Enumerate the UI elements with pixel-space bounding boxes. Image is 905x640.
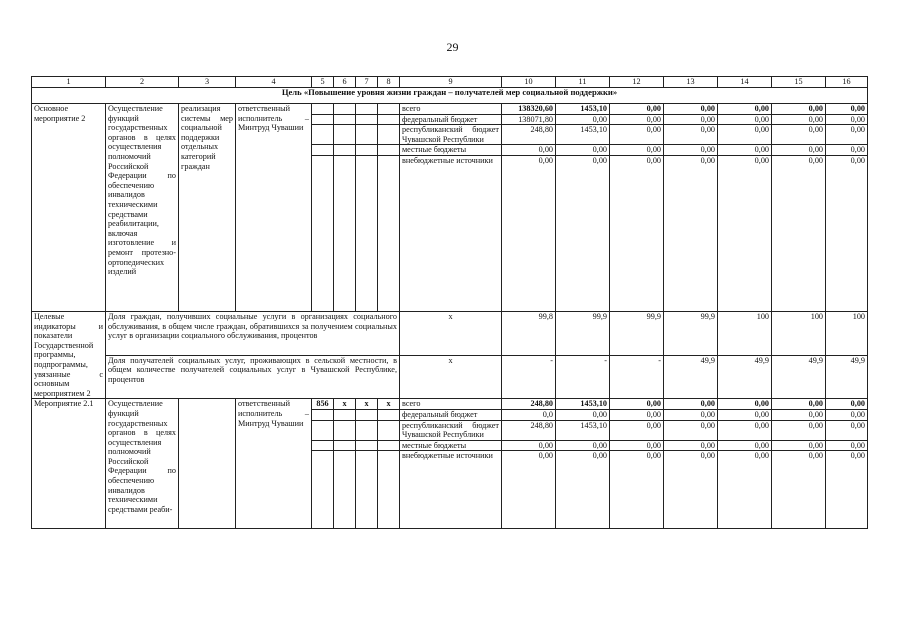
amount: 0,00	[772, 145, 826, 156]
col-number: 3	[179, 77, 236, 88]
indicator-x: x	[400, 311, 502, 355]
amount: 1453,10	[556, 399, 610, 410]
amount: 0,00	[718, 440, 772, 451]
col-number: 1	[32, 77, 106, 88]
responsible-executor: ответственный исполнитель – Минтруд Чувашии	[236, 399, 312, 529]
amount: 248,80	[502, 399, 556, 410]
amount: 0,00	[664, 104, 718, 115]
amount: 0,00	[610, 145, 664, 156]
event-description: Осуществление функций государственных органов в целях осуществления полномочий Российской Федерации по обеспечению инвалидов техническими средствами реаби-	[106, 399, 179, 529]
col-number: 5	[312, 77, 334, 88]
amount: 1453,10	[556, 125, 610, 145]
responsible-executor: ответственный исполнитель – Минтруд Чувашии	[236, 104, 312, 312]
indicator-value: 99,8	[502, 311, 556, 355]
indicator-x: x	[400, 355, 502, 399]
amount: 0,00	[664, 420, 718, 440]
amount: 0,00	[772, 409, 826, 420]
event-name: Мероприятие 2.1	[32, 399, 106, 529]
amount: 0,00	[772, 399, 826, 410]
amount: 0,00	[556, 155, 610, 311]
funding-source: всего	[400, 104, 502, 115]
amount: 0,00	[610, 104, 664, 115]
amount: 1453,10	[556, 420, 610, 440]
amount: 0,00	[826, 145, 868, 156]
indicator-value: 99,9	[610, 311, 664, 355]
amount: 0,00	[718, 399, 772, 410]
amount: 0,00	[772, 104, 826, 115]
amount: 0,00	[610, 125, 664, 145]
amount: 0,00	[610, 409, 664, 420]
indicator-value: 99,9	[664, 311, 718, 355]
amount: 0,00	[826, 440, 868, 451]
amount: 0,0	[502, 409, 556, 420]
col-number: 14	[718, 77, 772, 88]
event-name: Основное мероприятие 2	[32, 104, 106, 312]
event-task: реализация системы мер социальной поддержки отдельных категорий граждан	[179, 104, 236, 312]
amount: 0,00	[772, 420, 826, 440]
budget-code	[334, 104, 356, 115]
amount: 0,00	[556, 440, 610, 451]
amount: 138320,60	[502, 104, 556, 115]
funding-source: внебюджетные источники	[400, 451, 502, 529]
funding-source: федеральный бюджет	[400, 114, 502, 125]
col-number: 12	[610, 77, 664, 88]
amount: 1453,10	[556, 104, 610, 115]
amount: 0,00	[718, 409, 772, 420]
amount: 0,00	[826, 451, 868, 529]
amount: 0,00	[610, 114, 664, 125]
amount: 0,00	[664, 145, 718, 156]
goal-title: Цель «Повышение уровня жизни граждан – получателей мер социальной поддержки»	[32, 88, 868, 104]
amount: 0,00	[502, 451, 556, 529]
amount: 0,00	[826, 155, 868, 311]
amount: 0,00	[772, 155, 826, 311]
budget-code	[312, 104, 334, 115]
col-number: 9	[400, 77, 502, 88]
amount: 0,00	[664, 451, 718, 529]
amount: 0,00	[556, 409, 610, 420]
page-number: 29	[446, 40, 459, 54]
indicator-value: 49,9	[772, 355, 826, 399]
col-number: 7	[356, 77, 378, 88]
amount: 248,80	[502, 125, 556, 145]
amount: 0,00	[610, 440, 664, 451]
col-number: 13	[664, 77, 718, 88]
indicator-row	[32, 311, 868, 355]
amount: 0,00	[718, 451, 772, 529]
indicator-value: -	[610, 355, 664, 399]
amount: 0,00	[718, 114, 772, 125]
amount: 0,00	[664, 399, 718, 410]
amount: 0,00	[502, 155, 556, 311]
indicator-value: 99,9	[556, 311, 610, 355]
col-number: 16	[826, 77, 868, 88]
amount: 0,00	[664, 114, 718, 125]
col-number: 6	[334, 77, 356, 88]
indicator-value: 100	[826, 311, 868, 355]
goal-row	[32, 88, 868, 104]
indicator-text: Доля граждан, получивших социальные услуги в организациях социального обслуживания, в общем числе граждан, обратившихся за получением социальных услуг в организации социального обслуживания, процентов	[106, 311, 400, 355]
budget-code	[378, 104, 400, 115]
col-number: 4	[236, 77, 312, 88]
amount: 0,00	[556, 145, 610, 156]
col-number: 11	[556, 77, 610, 88]
amount: 0,00	[826, 114, 868, 125]
budget-code: 856	[312, 399, 334, 410]
amount: 0,00	[556, 114, 610, 125]
funding-source: всего	[400, 399, 502, 410]
funding-source: местные бюджеты	[400, 145, 502, 156]
indicator-row	[32, 355, 868, 399]
event-description: Осуществление функций государственных органов в целях осуществления полномочий Российской Федерации по обеспечению инвалидов техническими средствами реабилитации, включая изготовление и ремонт протезно-ортопедических изделий	[106, 104, 179, 312]
amount: 0,00	[718, 145, 772, 156]
amount: 0,00	[502, 440, 556, 451]
amount: 0,00	[610, 420, 664, 440]
amount: 0,00	[610, 155, 664, 311]
amount: 0,00	[556, 451, 610, 529]
amount: 0,00	[664, 409, 718, 420]
amount: 0,00	[718, 125, 772, 145]
amount: 0,00	[718, 104, 772, 115]
indicator-value: -	[556, 355, 610, 399]
indicators-label: Целевые индикаторы и показатели Государственной программы, подпрограммы, увязанные с основным мероприятием 2	[32, 311, 106, 398]
indicator-text: Доля получателей социальных услуг, проживающих в сельской местности, в общем количестве получателей социальных услуг в Чувашской Республике, процентов	[106, 355, 400, 399]
funding-source: местные бюджеты	[400, 440, 502, 451]
funding-source: федеральный бюджет	[400, 409, 502, 420]
amount: 0,00	[610, 451, 664, 529]
amount: 0,00	[610, 399, 664, 410]
indicator-value: 49,9	[718, 355, 772, 399]
amount: 0,00	[772, 114, 826, 125]
indicator-value: 100	[718, 311, 772, 355]
funding-source: республиканский бюджет Чувашской Республики	[400, 125, 502, 145]
amount: 0,00	[718, 420, 772, 440]
amount: 0,00	[826, 104, 868, 115]
table-row	[32, 399, 868, 410]
budget-code: x	[378, 399, 400, 410]
amount: 0,00	[772, 451, 826, 529]
amount: 0,00	[826, 125, 868, 145]
col-number: 10	[502, 77, 556, 88]
amount: 0,00	[772, 125, 826, 145]
amount: 0,00	[826, 420, 868, 440]
col-number: 15	[772, 77, 826, 88]
amount: 0,00	[826, 409, 868, 420]
column-numbers-row	[32, 77, 868, 88]
funding-source: внебюджетные источники	[400, 155, 502, 311]
amount: 0,00	[772, 440, 826, 451]
amount: 138071,80	[502, 114, 556, 125]
amount: 0,00	[502, 145, 556, 156]
amount: 248,80	[502, 420, 556, 440]
budget-code	[356, 104, 378, 115]
table-row	[32, 104, 868, 115]
budget-code: x	[334, 399, 356, 410]
program-table	[31, 76, 868, 529]
amount: 0,00	[664, 440, 718, 451]
indicator-value: 49,9	[826, 355, 868, 399]
event-task	[179, 399, 236, 529]
col-number: 8	[378, 77, 400, 88]
funding-source: республиканский бюджет Чувашской Республики	[400, 420, 502, 440]
amount: 0,00	[718, 155, 772, 311]
indicator-value: -	[502, 355, 556, 399]
amount: 0,00	[826, 399, 868, 410]
indicator-value: 100	[772, 311, 826, 355]
col-number: 2	[106, 77, 179, 88]
amount: 0,00	[664, 125, 718, 145]
budget-code: x	[356, 399, 378, 410]
indicator-value: 49,9	[664, 355, 718, 399]
amount: 0,00	[664, 155, 718, 311]
